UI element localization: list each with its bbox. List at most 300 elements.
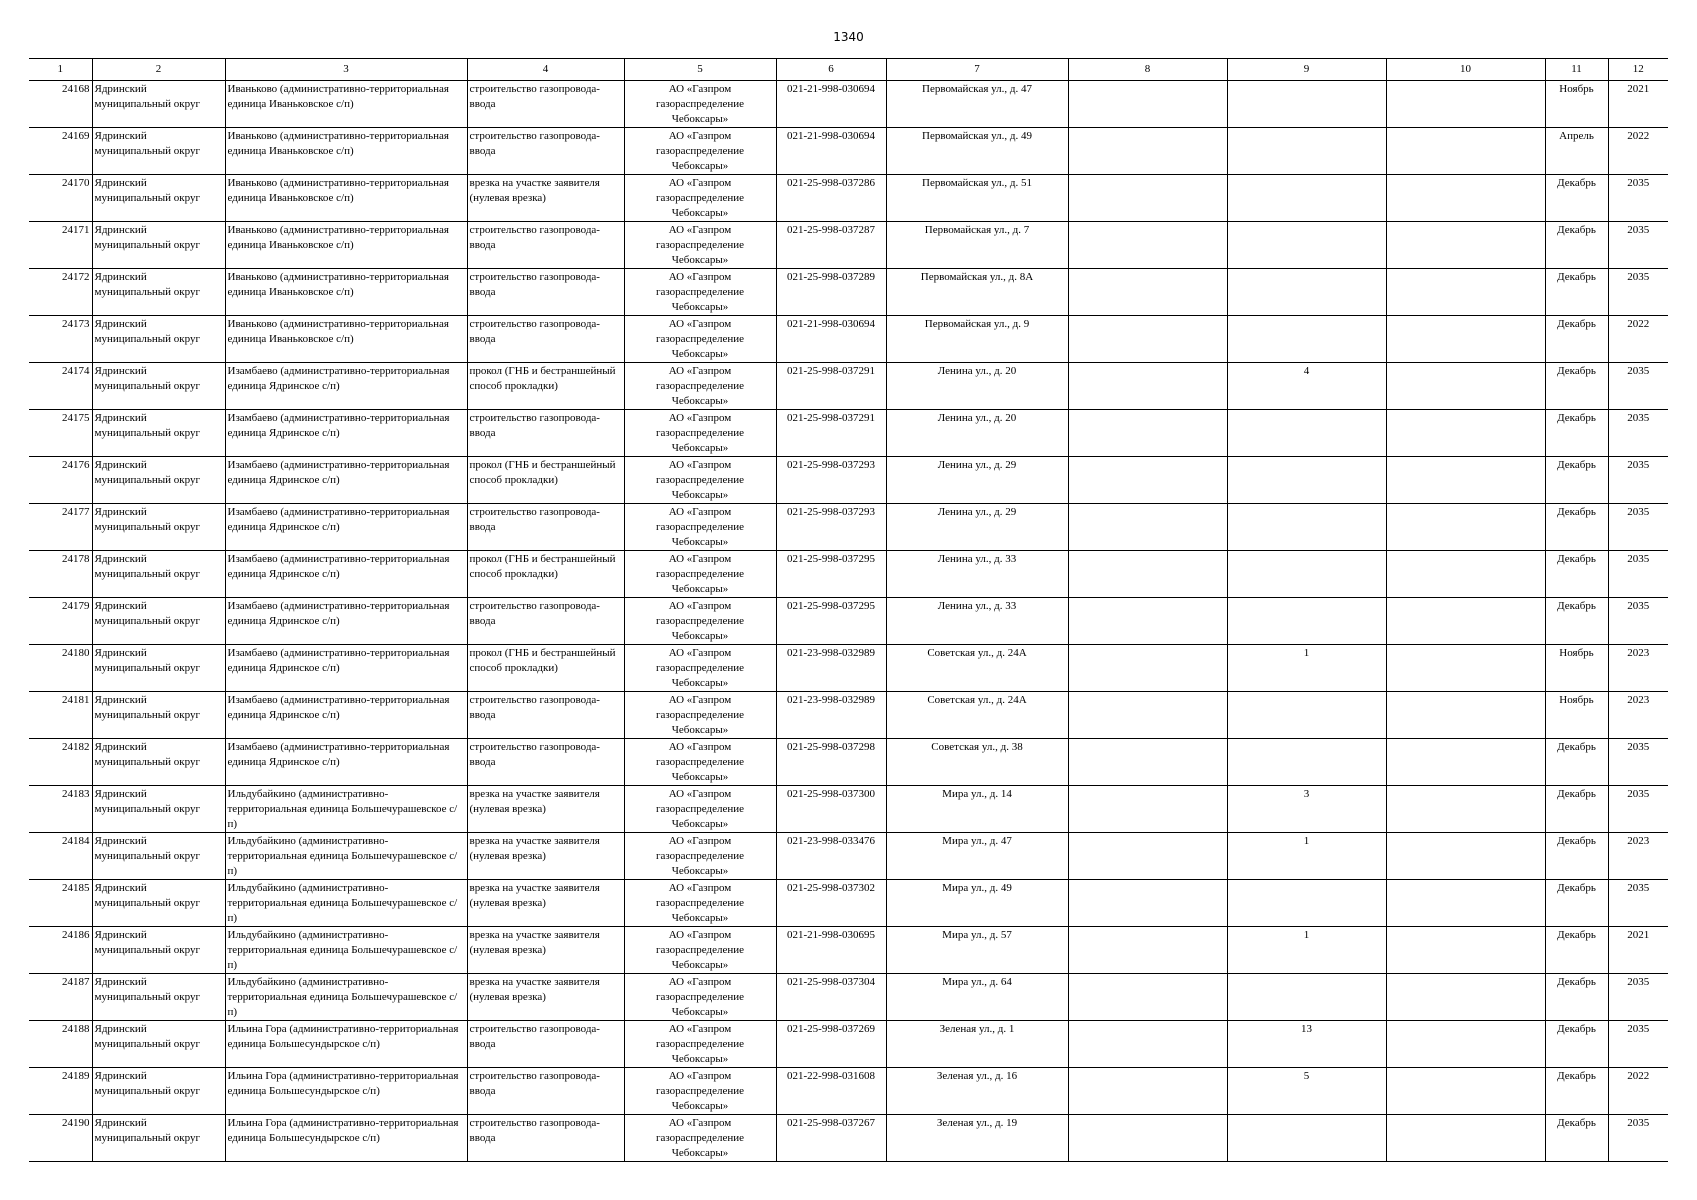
- district-cell: Ядринский муниципальный округ: [92, 692, 225, 739]
- page-number: 1340: [833, 30, 864, 44]
- month-cell: Декабрь: [1545, 410, 1608, 457]
- table-row: [29, 598, 1668, 645]
- month-cell: Апрель: [1545, 128, 1608, 175]
- row-number-cell: 24190: [29, 1115, 92, 1162]
- address-cell: Мира ул., д. 57: [886, 927, 1068, 974]
- row-number-cell: 24185: [29, 880, 92, 927]
- table-row: [29, 504, 1668, 551]
- column-8-cell: [1068, 786, 1227, 833]
- column-header: 9: [1227, 59, 1386, 81]
- code-cell: 021-21-998-030694: [776, 316, 886, 363]
- table-body: [29, 81, 1668, 1162]
- district-cell: Ядринский муниципальный округ: [92, 410, 225, 457]
- address-cell: Первомайская ул., д. 7: [886, 222, 1068, 269]
- column-10-cell: [1386, 175, 1545, 222]
- table-row: [29, 175, 1668, 222]
- district-cell: Ядринский муниципальный округ: [92, 1021, 225, 1068]
- column-10-cell: [1386, 269, 1545, 316]
- code-cell: 021-23-998-032989: [776, 645, 886, 692]
- district-cell: Ядринский муниципальный округ: [92, 739, 225, 786]
- year-cell: 2035: [1608, 1021, 1668, 1068]
- organization-cell: АО «Газпром газораспределение Чебоксары»: [624, 128, 776, 175]
- row-number-cell: 24175: [29, 410, 92, 457]
- address-cell: Ленина ул., д. 29: [886, 504, 1068, 551]
- work-type-cell: врезка на участке заявителя (нулевая врезка): [467, 786, 624, 833]
- organization-cell: АО «Газпром газораспределение Чебоксары»: [624, 1021, 776, 1068]
- month-cell: Декабрь: [1545, 786, 1608, 833]
- month-cell: Ноябрь: [1545, 692, 1608, 739]
- organization-cell: АО «Газпром газораспределение Чебоксары»: [624, 175, 776, 222]
- column-9-cell: 1: [1227, 833, 1386, 880]
- settlement-cell: Изамбаево (административно-территориальная единица Ядринское с/п): [225, 692, 467, 739]
- organization-cell: АО «Газпром газораспределение Чебоксары»: [624, 1115, 776, 1162]
- column-8-cell: [1068, 645, 1227, 692]
- month-cell: Декабрь: [1545, 927, 1608, 974]
- column-9-cell: [1227, 504, 1386, 551]
- work-type-cell: строительство газопровода-ввода: [467, 692, 624, 739]
- table-row: [29, 833, 1668, 880]
- year-cell: 2035: [1608, 363, 1668, 410]
- settlement-cell: Ильдубайкино (административно-территориальная единица Большечурашевское с/п): [225, 927, 467, 974]
- work-type-cell: врезка на участке заявителя (нулевая врезка): [467, 927, 624, 974]
- table-row: [29, 316, 1668, 363]
- row-number-cell: 24188: [29, 1021, 92, 1068]
- column-8-cell: [1068, 316, 1227, 363]
- column-10-cell: [1386, 1068, 1545, 1115]
- settlement-cell: Иваньково (административно-территориальная единица Иваньковское с/п): [225, 222, 467, 269]
- code-cell: 021-22-998-031608: [776, 1068, 886, 1115]
- year-cell: 2035: [1608, 222, 1668, 269]
- table-row: [29, 410, 1668, 457]
- column-header: 7: [886, 59, 1068, 81]
- column-9-cell: [1227, 269, 1386, 316]
- code-cell: 021-25-998-037286: [776, 175, 886, 222]
- table-row: [29, 81, 1668, 128]
- year-cell: 2035: [1608, 551, 1668, 598]
- column-8-cell: [1068, 410, 1227, 457]
- work-type-cell: врезка на участке заявителя (нулевая врезка): [467, 974, 624, 1021]
- code-cell: 021-25-998-037293: [776, 457, 886, 504]
- table-row: [29, 692, 1668, 739]
- row-number-cell: 24171: [29, 222, 92, 269]
- column-header: 3: [225, 59, 467, 81]
- year-cell: 2035: [1608, 974, 1668, 1021]
- month-cell: Ноябрь: [1545, 645, 1608, 692]
- address-cell: Первомайская ул., д. 9: [886, 316, 1068, 363]
- address-cell: Ленина ул., д. 33: [886, 551, 1068, 598]
- column-9-cell: [1227, 598, 1386, 645]
- column-9-cell: [1227, 974, 1386, 1021]
- code-cell: 021-25-998-037291: [776, 363, 886, 410]
- address-cell: Советская ул., д. 24А: [886, 645, 1068, 692]
- address-cell: Первомайская ул., д. 49: [886, 128, 1068, 175]
- month-cell: Декабрь: [1545, 504, 1608, 551]
- row-number-cell: 24180: [29, 645, 92, 692]
- table-row: [29, 1115, 1668, 1162]
- settlement-cell: Иваньково (административно-территориальная единица Иваньковское с/п): [225, 128, 467, 175]
- code-cell: 021-21-998-030695: [776, 927, 886, 974]
- year-cell: 2022: [1608, 128, 1668, 175]
- column-9-cell: [1227, 175, 1386, 222]
- row-number-cell: 24187: [29, 974, 92, 1021]
- year-cell: 2035: [1608, 880, 1668, 927]
- row-number-cell: 24179: [29, 598, 92, 645]
- month-cell: Ноябрь: [1545, 81, 1608, 128]
- organization-cell: АО «Газпром газораспределение Чебоксары»: [624, 222, 776, 269]
- column-9-cell: [1227, 551, 1386, 598]
- column-10-cell: [1386, 739, 1545, 786]
- column-header: 1: [29, 59, 92, 81]
- organization-cell: АО «Газпром газораспределение Чебоксары»: [624, 410, 776, 457]
- organization-cell: АО «Газпром газораспределение Чебоксары»: [624, 269, 776, 316]
- column-8-cell: [1068, 222, 1227, 269]
- column-9-cell: 13: [1227, 1021, 1386, 1068]
- column-10-cell: [1386, 551, 1545, 598]
- month-cell: Декабрь: [1545, 739, 1608, 786]
- settlement-cell: Изамбаево (административно-территориальная единица Ядринское с/п): [225, 457, 467, 504]
- row-number-cell: 24186: [29, 927, 92, 974]
- row-number-cell: 24183: [29, 786, 92, 833]
- work-type-cell: прокол (ГНБ и бестраншейный способ прокладки): [467, 363, 624, 410]
- address-cell: Мира ул., д. 64: [886, 974, 1068, 1021]
- address-cell: Зеленая ул., д. 19: [886, 1115, 1068, 1162]
- address-cell: Первомайская ул., д. 47: [886, 81, 1068, 128]
- code-cell: 021-25-998-037267: [776, 1115, 886, 1162]
- column-header: 5: [624, 59, 776, 81]
- month-cell: Декабрь: [1545, 363, 1608, 410]
- settlement-cell: Ильина Гора (административно-территориальная единица Большесундырское с/п): [225, 1115, 467, 1162]
- column-10-cell: [1386, 786, 1545, 833]
- column-10-cell: [1386, 363, 1545, 410]
- district-cell: Ядринский муниципальный округ: [92, 833, 225, 880]
- district-cell: Ядринский муниципальный округ: [92, 504, 225, 551]
- work-type-cell: врезка на участке заявителя (нулевая врезка): [467, 880, 624, 927]
- column-8-cell: [1068, 504, 1227, 551]
- column-9-cell: [1227, 1115, 1386, 1162]
- column-8-cell: [1068, 175, 1227, 222]
- address-cell: Ленина ул., д. 20: [886, 363, 1068, 410]
- year-cell: 2021: [1608, 927, 1668, 974]
- code-cell: 021-25-998-037298: [776, 739, 886, 786]
- month-cell: Декабрь: [1545, 1021, 1608, 1068]
- row-number-cell: 24173: [29, 316, 92, 363]
- code-cell: 021-25-998-037269: [776, 1021, 886, 1068]
- month-cell: Декабрь: [1545, 833, 1608, 880]
- work-type-cell: строительство газопровода-ввода: [467, 504, 624, 551]
- row-number-cell: 24181: [29, 692, 92, 739]
- column-9-cell: 1: [1227, 645, 1386, 692]
- month-cell: Декабрь: [1545, 222, 1608, 269]
- table-row: [29, 880, 1668, 927]
- table-row: [29, 1068, 1668, 1115]
- column-10-cell: [1386, 692, 1545, 739]
- settlement-cell: Изамбаево (административно-территориальная единица Ядринское с/п): [225, 551, 467, 598]
- address-cell: Ленина ул., д. 20: [886, 410, 1068, 457]
- table-row: [29, 269, 1668, 316]
- column-9-cell: [1227, 128, 1386, 175]
- code-cell: 021-25-998-037304: [776, 974, 886, 1021]
- column-9-cell: [1227, 222, 1386, 269]
- column-10-cell: [1386, 927, 1545, 974]
- district-cell: Ядринский муниципальный округ: [92, 786, 225, 833]
- district-cell: Ядринский муниципальный округ: [92, 363, 225, 410]
- column-9-cell: [1227, 81, 1386, 128]
- column-10-cell: [1386, 457, 1545, 504]
- work-type-cell: прокол (ГНБ и бестраншейный способ прокладки): [467, 457, 624, 504]
- work-type-cell: строительство газопровода-ввода: [467, 410, 624, 457]
- row-number-cell: 24189: [29, 1068, 92, 1115]
- row-number-cell: 24176: [29, 457, 92, 504]
- organization-cell: АО «Газпром газораспределение Чебоксары»: [624, 363, 776, 410]
- year-cell: 2035: [1608, 786, 1668, 833]
- month-cell: Декабрь: [1545, 880, 1608, 927]
- year-cell: 2035: [1608, 1115, 1668, 1162]
- month-cell: Декабрь: [1545, 598, 1608, 645]
- address-cell: Ленина ул., д. 33: [886, 598, 1068, 645]
- settlement-cell: Ильина Гора (административно-территориальная единица Большесундырское с/п): [225, 1021, 467, 1068]
- column-9-cell: 1: [1227, 927, 1386, 974]
- column-10-cell: [1386, 1021, 1545, 1068]
- year-cell: 2035: [1608, 410, 1668, 457]
- column-9-cell: 3: [1227, 786, 1386, 833]
- month-cell: Декабрь: [1545, 974, 1608, 1021]
- table-row: [29, 1021, 1668, 1068]
- column-8-cell: [1068, 598, 1227, 645]
- column-10-cell: [1386, 128, 1545, 175]
- column-8-cell: [1068, 81, 1227, 128]
- code-cell: 021-25-998-037291: [776, 410, 886, 457]
- month-cell: Декабрь: [1545, 457, 1608, 504]
- address-cell: Советская ул., д. 24А: [886, 692, 1068, 739]
- column-9-cell: [1227, 410, 1386, 457]
- column-8-cell: [1068, 1068, 1227, 1115]
- code-cell: 021-25-998-037302: [776, 880, 886, 927]
- month-cell: Декабрь: [1545, 551, 1608, 598]
- work-type-cell: прокол (ГНБ и бестраншейный способ прокладки): [467, 645, 624, 692]
- year-cell: 2035: [1608, 504, 1668, 551]
- row-number-cell: 24169: [29, 128, 92, 175]
- year-cell: 2035: [1608, 598, 1668, 645]
- table-row: [29, 739, 1668, 786]
- column-8-cell: [1068, 833, 1227, 880]
- code-cell: 021-25-998-037293: [776, 504, 886, 551]
- work-type-cell: строительство газопровода-ввода: [467, 128, 624, 175]
- settlement-cell: Ильдубайкино (административно-территориальная единица Большечурашевское с/п): [225, 833, 467, 880]
- code-cell: 021-21-998-030694: [776, 81, 886, 128]
- column-10-cell: [1386, 974, 1545, 1021]
- work-type-cell: прокол (ГНБ и бестраншейный способ прокладки): [467, 551, 624, 598]
- settlement-cell: Изамбаево (административно-территориальная единица Ядринское с/п): [225, 410, 467, 457]
- month-cell: Декабрь: [1545, 1068, 1608, 1115]
- code-cell: 021-25-998-037295: [776, 551, 886, 598]
- settlement-cell: Иваньково (административно-территориальная единица Иваньковское с/п): [225, 269, 467, 316]
- district-cell: Ядринский муниципальный округ: [92, 1115, 225, 1162]
- address-cell: Мира ул., д. 49: [886, 880, 1068, 927]
- settlement-cell: Иваньково (административно-территориальная единица Иваньковское с/п): [225, 175, 467, 222]
- address-cell: Советская ул., д. 38: [886, 739, 1068, 786]
- code-cell: 021-25-998-037300: [776, 786, 886, 833]
- district-cell: Ядринский муниципальный округ: [92, 880, 225, 927]
- settlement-cell: Ильдубайкино (административно-территориальная единица Большечурашевское с/п): [225, 974, 467, 1021]
- column-9-cell: [1227, 880, 1386, 927]
- address-cell: Мира ул., д. 14: [886, 786, 1068, 833]
- column-10-cell: [1386, 1115, 1545, 1162]
- organization-cell: АО «Газпром газораспределение Чебоксары»: [624, 598, 776, 645]
- address-cell: Зеленая ул., д. 16: [886, 1068, 1068, 1115]
- row-number-cell: 24178: [29, 551, 92, 598]
- organization-cell: АО «Газпром газораспределение Чебоксары»: [624, 1068, 776, 1115]
- settlement-cell: Иваньково (административно-территориальная единица Иваньковское с/п): [225, 316, 467, 363]
- organization-cell: АО «Газпром газораспределение Чебоксары»: [624, 81, 776, 128]
- column-header: 11: [1545, 59, 1608, 81]
- year-cell: 2035: [1608, 175, 1668, 222]
- year-cell: 2035: [1608, 739, 1668, 786]
- column-10-cell: [1386, 880, 1545, 927]
- code-cell: 021-21-998-030694: [776, 128, 886, 175]
- address-cell: Первомайская ул., д. 51: [886, 175, 1068, 222]
- column-8-cell: [1068, 1021, 1227, 1068]
- column-9-cell: [1227, 457, 1386, 504]
- organization-cell: АО «Газпром газораспределение Чебоксары»: [624, 880, 776, 927]
- settlement-cell: Изамбаево (административно-территориальная единица Ядринское с/п): [225, 645, 467, 692]
- column-header: 2: [92, 59, 225, 81]
- settlement-cell: Изамбаево (административно-территориальная единица Ядринское с/п): [225, 739, 467, 786]
- settlement-cell: Ильина Гора (административно-территориальная единица Большесундырское с/п): [225, 1068, 467, 1115]
- table-row: [29, 974, 1668, 1021]
- work-type-cell: врезка на участке заявителя (нулевая врезка): [467, 833, 624, 880]
- work-type-cell: строительство газопровода-ввода: [467, 1021, 624, 1068]
- code-cell: 021-25-998-037295: [776, 598, 886, 645]
- address-cell: Зеленая ул., д. 1: [886, 1021, 1068, 1068]
- column-10-cell: [1386, 645, 1545, 692]
- organization-cell: АО «Газпром газораспределение Чебоксары»: [624, 927, 776, 974]
- month-cell: Декабрь: [1545, 316, 1608, 363]
- column-8-cell: [1068, 269, 1227, 316]
- year-cell: 2022: [1608, 1068, 1668, 1115]
- address-cell: Первомайская ул., д. 8А: [886, 269, 1068, 316]
- column-9-cell: 4: [1227, 363, 1386, 410]
- work-type-cell: строительство газопровода-ввода: [467, 81, 624, 128]
- month-cell: Декабрь: [1545, 269, 1608, 316]
- column-8-cell: [1068, 880, 1227, 927]
- year-cell: 2023: [1608, 692, 1668, 739]
- row-number-cell: 24174: [29, 363, 92, 410]
- settlement-cell: Изамбаево (административно-территориальная единица Ядринское с/п): [225, 504, 467, 551]
- district-cell: Ядринский муниципальный округ: [92, 128, 225, 175]
- column-header: 4: [467, 59, 624, 81]
- column-10-cell: [1386, 316, 1545, 363]
- organization-cell: АО «Газпром газораспределение Чебоксары»: [624, 786, 776, 833]
- table-row: [29, 457, 1668, 504]
- table-row: [29, 645, 1668, 692]
- month-cell: Декабрь: [1545, 1115, 1608, 1162]
- organization-cell: АО «Газпром газораспределение Чебоксары»: [624, 504, 776, 551]
- work-type-cell: строительство газопровода-ввода: [467, 222, 624, 269]
- district-cell: Ядринский муниципальный округ: [92, 316, 225, 363]
- code-cell: 021-23-998-033476: [776, 833, 886, 880]
- year-cell: 2023: [1608, 645, 1668, 692]
- row-number-cell: 24184: [29, 833, 92, 880]
- month-cell: Декабрь: [1545, 175, 1608, 222]
- column-10-cell: [1386, 222, 1545, 269]
- table-row: [29, 128, 1668, 175]
- table-row: [29, 222, 1668, 269]
- column-10-cell: [1386, 833, 1545, 880]
- organization-cell: АО «Газпром газораспределение Чебоксары»: [624, 974, 776, 1021]
- district-cell: Ядринский муниципальный округ: [92, 222, 225, 269]
- organization-cell: АО «Газпром газораспределение Чебоксары»: [624, 692, 776, 739]
- settlement-cell: Иваньково (административно-территориальная единица Иваньковское с/п): [225, 81, 467, 128]
- code-cell: 021-25-998-037289: [776, 269, 886, 316]
- column-8-cell: [1068, 927, 1227, 974]
- table-row: [29, 786, 1668, 833]
- district-cell: Ядринский муниципальный округ: [92, 551, 225, 598]
- work-type-cell: строительство газопровода-ввода: [467, 1115, 624, 1162]
- column-8-cell: [1068, 551, 1227, 598]
- row-number-cell: 24168: [29, 81, 92, 128]
- work-type-cell: строительство газопровода-ввода: [467, 1068, 624, 1115]
- district-cell: Ядринский муниципальный округ: [92, 1068, 225, 1115]
- district-cell: Ядринский муниципальный округ: [92, 81, 225, 128]
- column-8-cell: [1068, 974, 1227, 1021]
- column-10-cell: [1386, 81, 1545, 128]
- district-cell: Ядринский муниципальный округ: [92, 269, 225, 316]
- row-number-cell: 24172: [29, 269, 92, 316]
- district-cell: Ядринский муниципальный округ: [92, 175, 225, 222]
- column-10-cell: [1386, 410, 1545, 457]
- district-cell: Ядринский муниципальный округ: [92, 645, 225, 692]
- district-cell: Ядринский муниципальный округ: [92, 974, 225, 1021]
- address-cell: Ленина ул., д. 29: [886, 457, 1068, 504]
- work-type-cell: врезка на участке заявителя (нулевая врезка): [467, 175, 624, 222]
- district-cell: Ядринский муниципальный округ: [92, 598, 225, 645]
- column-8-cell: [1068, 739, 1227, 786]
- work-type-cell: строительство газопровода-ввода: [467, 598, 624, 645]
- column-9-cell: [1227, 316, 1386, 363]
- work-type-cell: строительство газопровода-ввода: [467, 739, 624, 786]
- table-row: [29, 927, 1668, 974]
- column-8-cell: [1068, 1115, 1227, 1162]
- settlement-cell: Ильдубайкино (административно-территориальная единица Большечурашевское с/п): [225, 786, 467, 833]
- column-9-cell: [1227, 739, 1386, 786]
- organization-cell: АО «Газпром газораспределение Чебоксары»: [624, 457, 776, 504]
- row-number-cell: 24177: [29, 504, 92, 551]
- table-row: [29, 551, 1668, 598]
- year-cell: 2035: [1608, 269, 1668, 316]
- column-9-cell: [1227, 692, 1386, 739]
- year-cell: 2021: [1608, 81, 1668, 128]
- row-number-cell: 24170: [29, 175, 92, 222]
- column-number-row: [29, 59, 1668, 81]
- settlement-cell: Ильдубайкино (административно-территориальная единица Большечурашевское с/п): [225, 880, 467, 927]
- column-8-cell: [1068, 363, 1227, 410]
- column-8-cell: [1068, 128, 1227, 175]
- organization-cell: АО «Газпром газораспределение Чебоксары»: [624, 739, 776, 786]
- district-cell: Ядринский муниципальный округ: [92, 927, 225, 974]
- column-header: 6: [776, 59, 886, 81]
- column-header: 8: [1068, 59, 1227, 81]
- register-table: [29, 58, 1668, 1162]
- address-cell: Мира ул., д. 47: [886, 833, 1068, 880]
- column-10-cell: [1386, 504, 1545, 551]
- work-type-cell: строительство газопровода-ввода: [467, 316, 624, 363]
- settlement-cell: Изамбаево (административно-территориальная единица Ядринское с/п): [225, 598, 467, 645]
- code-cell: 021-25-998-037287: [776, 222, 886, 269]
- column-header: 10: [1386, 59, 1545, 81]
- row-number-cell: 24182: [29, 739, 92, 786]
- year-cell: 2023: [1608, 833, 1668, 880]
- column-8-cell: [1068, 457, 1227, 504]
